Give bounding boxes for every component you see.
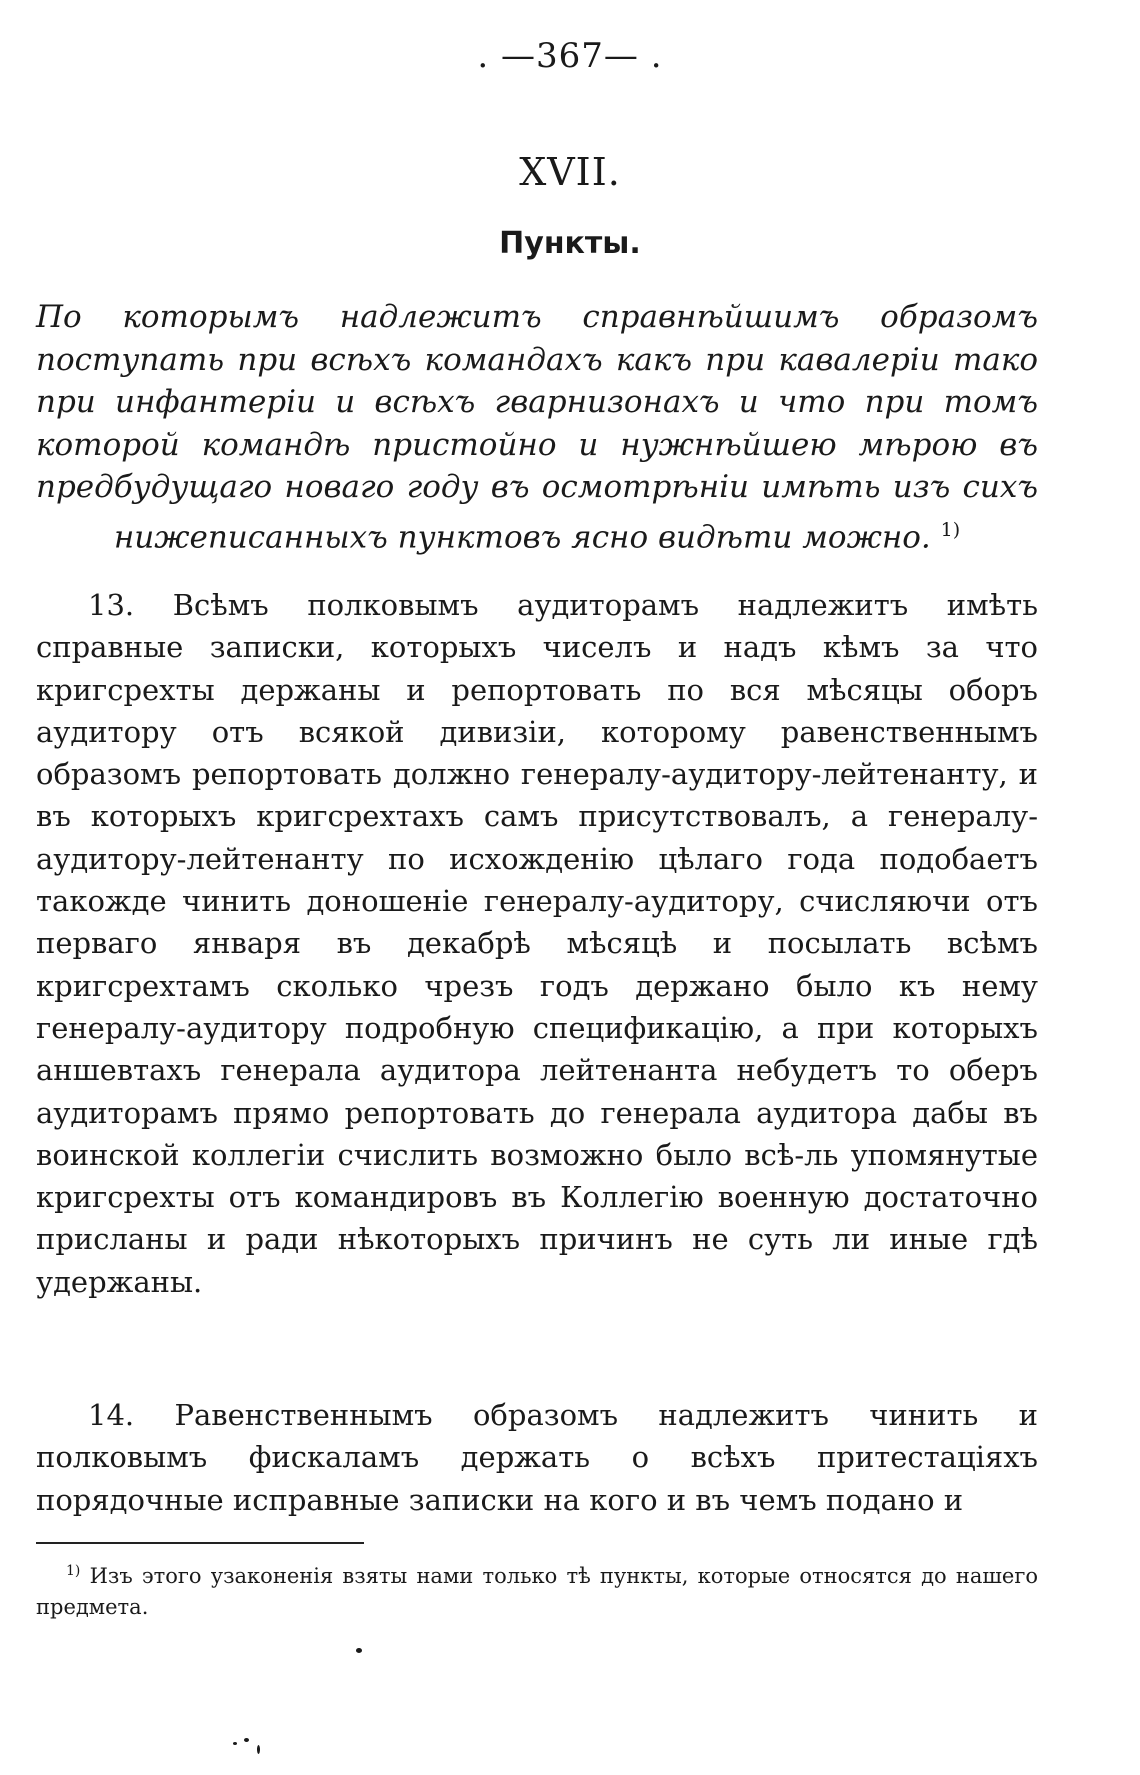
scan-speck <box>356 1648 362 1653</box>
footnote-mark: 1) <box>66 1563 81 1579</box>
scan-speck <box>257 1745 260 1754</box>
paragraph-13: 13. Всѣмъ полковымъ аудиторамъ надлежитъ имѣть справные записки, которыхъ чиселъ и надъ кѣмъ за что кригсрехты держаны и репортовать по вся мѣсяцы оборъ аудитору отъ всякой дивизіи, которому равенственнымъ образомъ репортовать должно генералу-аудитору-лейтенанту, и въ которыхъ кригсрехтахъ самъ присутствовалъ, а генералу-аудитору-лейтенанту по исхожденію цѣлаго года подобаетъ такожде чинить доношеніе генералу-аудитору, счисляючи отъ перваго января въ декабрѣ мѣсяцѣ и посылать всѣмъ кригсрехтамъ сколько чрезъ годъ держано было къ нему генералу-аудитору подробную спецификацію, а при которыхъ аншевтахъ генерала аудитора лейтенанта небудетъ то оберъ аудиторамъ прямо репортовать до генерала аудитора дабы въ воинской коллегіи счислить возможно было всѣ-ль упомянутые кригсрехты отъ командировъ въ Коллегію военную достаточно присланы и ради нѣкоторыхъ причинъ не суть ли иные гдѣ удержаны. <box>36 588 1038 1299</box>
paragraph-14: 14. Равенственнымъ образомъ надлежитъ чинить и полковымъ фискаламъ держать о всѣхъ притестаціяхъ порядочные исправные записки на кого и въ чемъ подано и <box>36 1398 1038 1517</box>
section-heading: Пункты. <box>499 226 641 261</box>
scan-speck <box>233 1742 237 1745</box>
scan-speck <box>244 1738 249 1742</box>
footnote <box>36 1556 1038 1623</box>
footnote-text: Изъ этого узаконенія взяты нами только тѣ пункты, которые относятся до нашего предмета. <box>36 1564 1038 1619</box>
subtitle-text: По которымъ надлежитъ справнѣйшимъ образомъ поступать при всѣхъ командахъ какъ при кавалеріи тако при инфантеріи и всѣхъ гварнизонахъ и что при томъ которой командѣ пристойно и нужнѣйшею мѣрою въ предбудущаго новаго году въ осмотрѣніи имѣть изъ сихъ нижеписанныхъ пунктовъ ясно видѣти можно. <box>36 299 1038 555</box>
footnote-divider <box>36 1542 364 1544</box>
page-number: . —367— . <box>477 36 663 76</box>
section-subtitle <box>36 296 1038 558</box>
chapter-number: XVII. <box>519 150 621 194</box>
footnote-reference: 1) <box>940 518 961 541</box>
